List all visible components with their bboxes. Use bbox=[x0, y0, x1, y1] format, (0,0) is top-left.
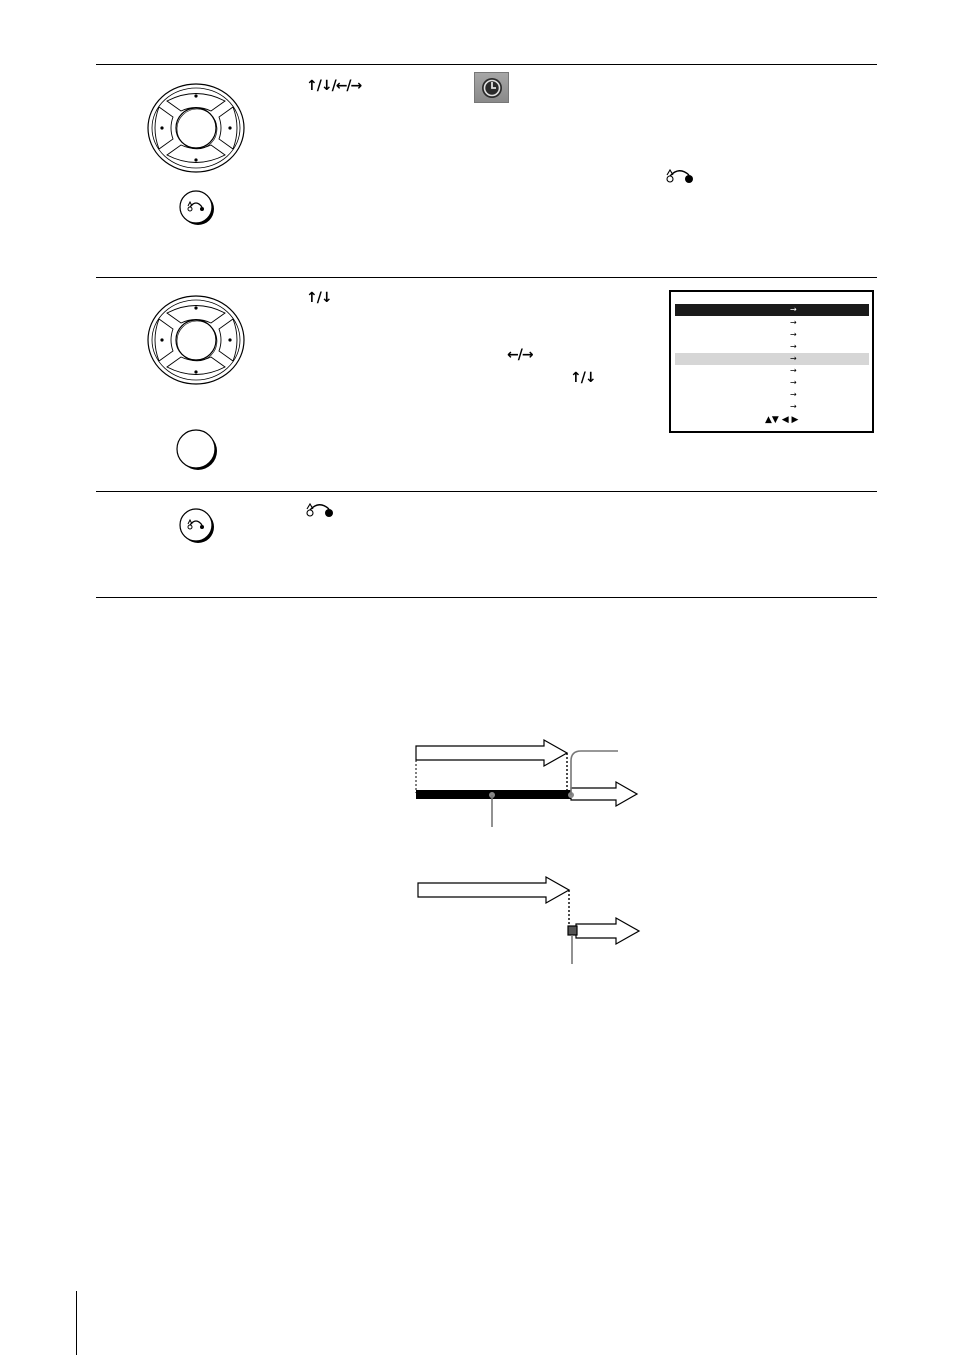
menu-row: → bbox=[790, 390, 797, 399]
menu-row: → bbox=[790, 402, 797, 411]
menu-nav-hint: ▲▼ ◀ ▶ bbox=[765, 415, 799, 425]
return-button-icon bbox=[177, 507, 217, 545]
directional-pad-icon bbox=[145, 293, 247, 387]
round-button-icon bbox=[175, 427, 219, 471]
nav-keys-label: ↑/↓/←/→ bbox=[306, 78, 362, 94]
leftright-keys-label: ←/→ bbox=[507, 347, 533, 363]
recording-timeline-diagram-short bbox=[410, 872, 650, 967]
page-margin-line bbox=[76, 1291, 77, 1355]
menu-row: → bbox=[675, 353, 869, 365]
menu-row: → bbox=[790, 318, 797, 327]
menu-row: → bbox=[790, 378, 797, 387]
return-symbol-icon bbox=[304, 500, 336, 518]
menu-row: → bbox=[675, 304, 869, 316]
menu-row: → bbox=[790, 342, 797, 351]
updown-keys-label: ↑/↓ bbox=[306, 290, 332, 306]
return-symbol-icon bbox=[664, 166, 696, 184]
timer-setting-menu bbox=[669, 290, 874, 433]
updown-keys-label-2: ↑/↓ bbox=[570, 370, 596, 386]
recording-timeline-diagram bbox=[410, 735, 650, 830]
timer-icon bbox=[474, 72, 509, 103]
menu-row: → bbox=[790, 330, 797, 339]
directional-pad-icon bbox=[145, 81, 247, 175]
section-divider-step3 bbox=[96, 491, 877, 492]
section-divider-step2 bbox=[96, 277, 877, 278]
section-divider-bottom bbox=[96, 597, 877, 598]
return-button-icon bbox=[177, 189, 217, 227]
menu-row: → bbox=[790, 366, 797, 375]
section-divider-top bbox=[96, 64, 877, 65]
